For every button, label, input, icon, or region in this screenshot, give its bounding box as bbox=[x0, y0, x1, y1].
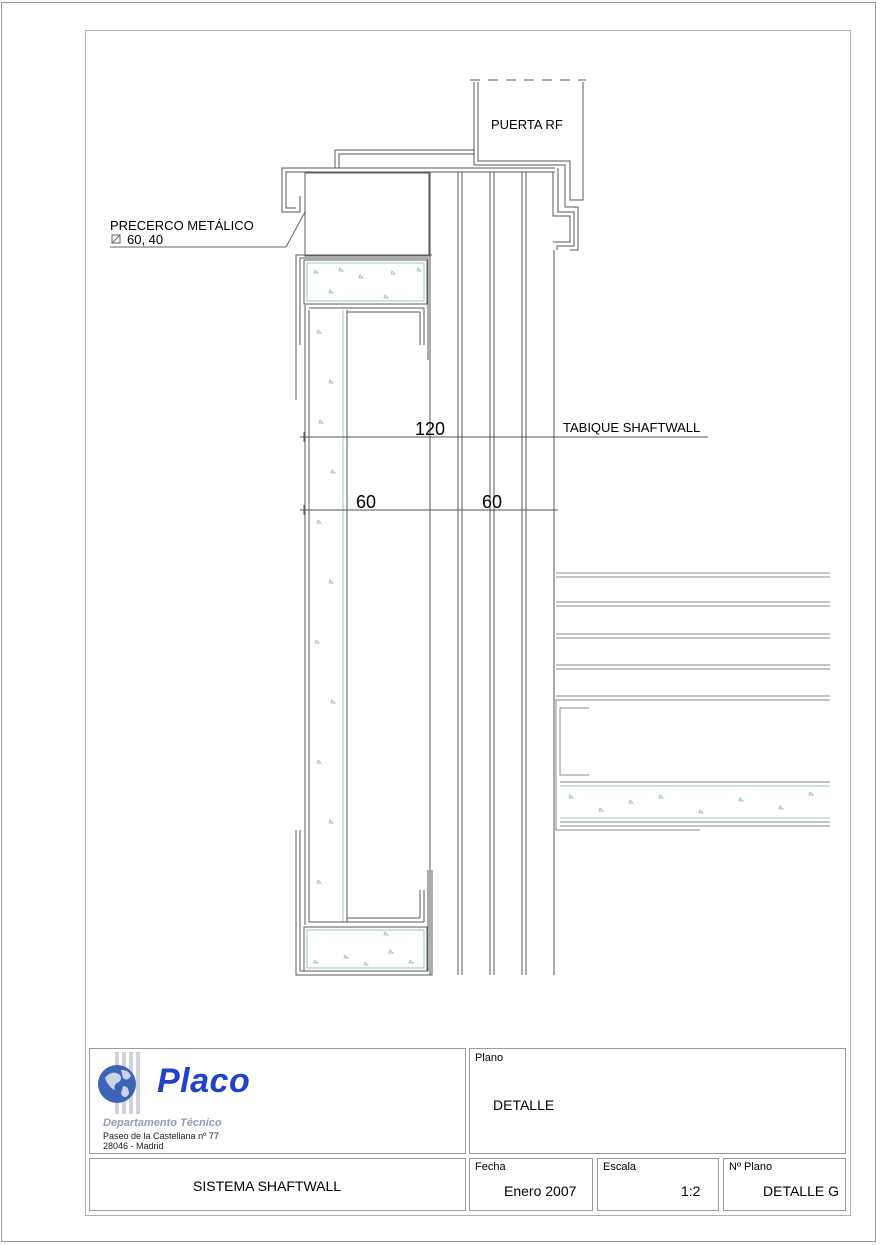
board-aggregate-dots bbox=[314, 268, 813, 965]
top-board bbox=[296, 255, 432, 400]
escala-value: 1:2 bbox=[681, 1183, 701, 1199]
shaftwall-partition bbox=[556, 573, 830, 830]
stud-assembly bbox=[305, 172, 554, 975]
fecha-label: Fecha bbox=[475, 1161, 506, 1173]
escala-label: Escala bbox=[603, 1161, 637, 1173]
brand-name: Placo bbox=[157, 1062, 251, 1100]
precerco-size-label: 60, 40 bbox=[127, 232, 164, 247]
placo-logo-icon bbox=[95, 1052, 155, 1114]
fecha-value: Enero 2007 bbox=[504, 1183, 577, 1199]
plano-label: Plano bbox=[475, 1052, 504, 1064]
system-name: SISTEMA SHAFTWALL bbox=[193, 1178, 342, 1194]
door-outline bbox=[335, 80, 586, 250]
department-name: Departamento Técnico bbox=[103, 1117, 222, 1129]
plano-value: DETALLE bbox=[493, 1097, 555, 1113]
bottom-board bbox=[296, 830, 432, 975]
tabique-label: TABIQUE SHAFTWALL bbox=[563, 420, 701, 435]
nplano-value: DETALLE G bbox=[763, 1183, 839, 1199]
dimension-total: 120 bbox=[415, 419, 446, 439]
address-line-2: 28046 - Madrid bbox=[103, 1141, 164, 1151]
puerta-label: PUERTA RF bbox=[491, 117, 563, 132]
dimension-right: 60 bbox=[482, 492, 503, 512]
address-line-1: Paseo de la Castellana nº 77 bbox=[103, 1131, 219, 1141]
dimension-left: 60 bbox=[356, 492, 377, 512]
precerco-label: PRECERCO METÁLICO bbox=[110, 218, 254, 233]
precerco-frame bbox=[282, 168, 555, 256]
nplano-label: Nº Plano bbox=[729, 1161, 773, 1173]
